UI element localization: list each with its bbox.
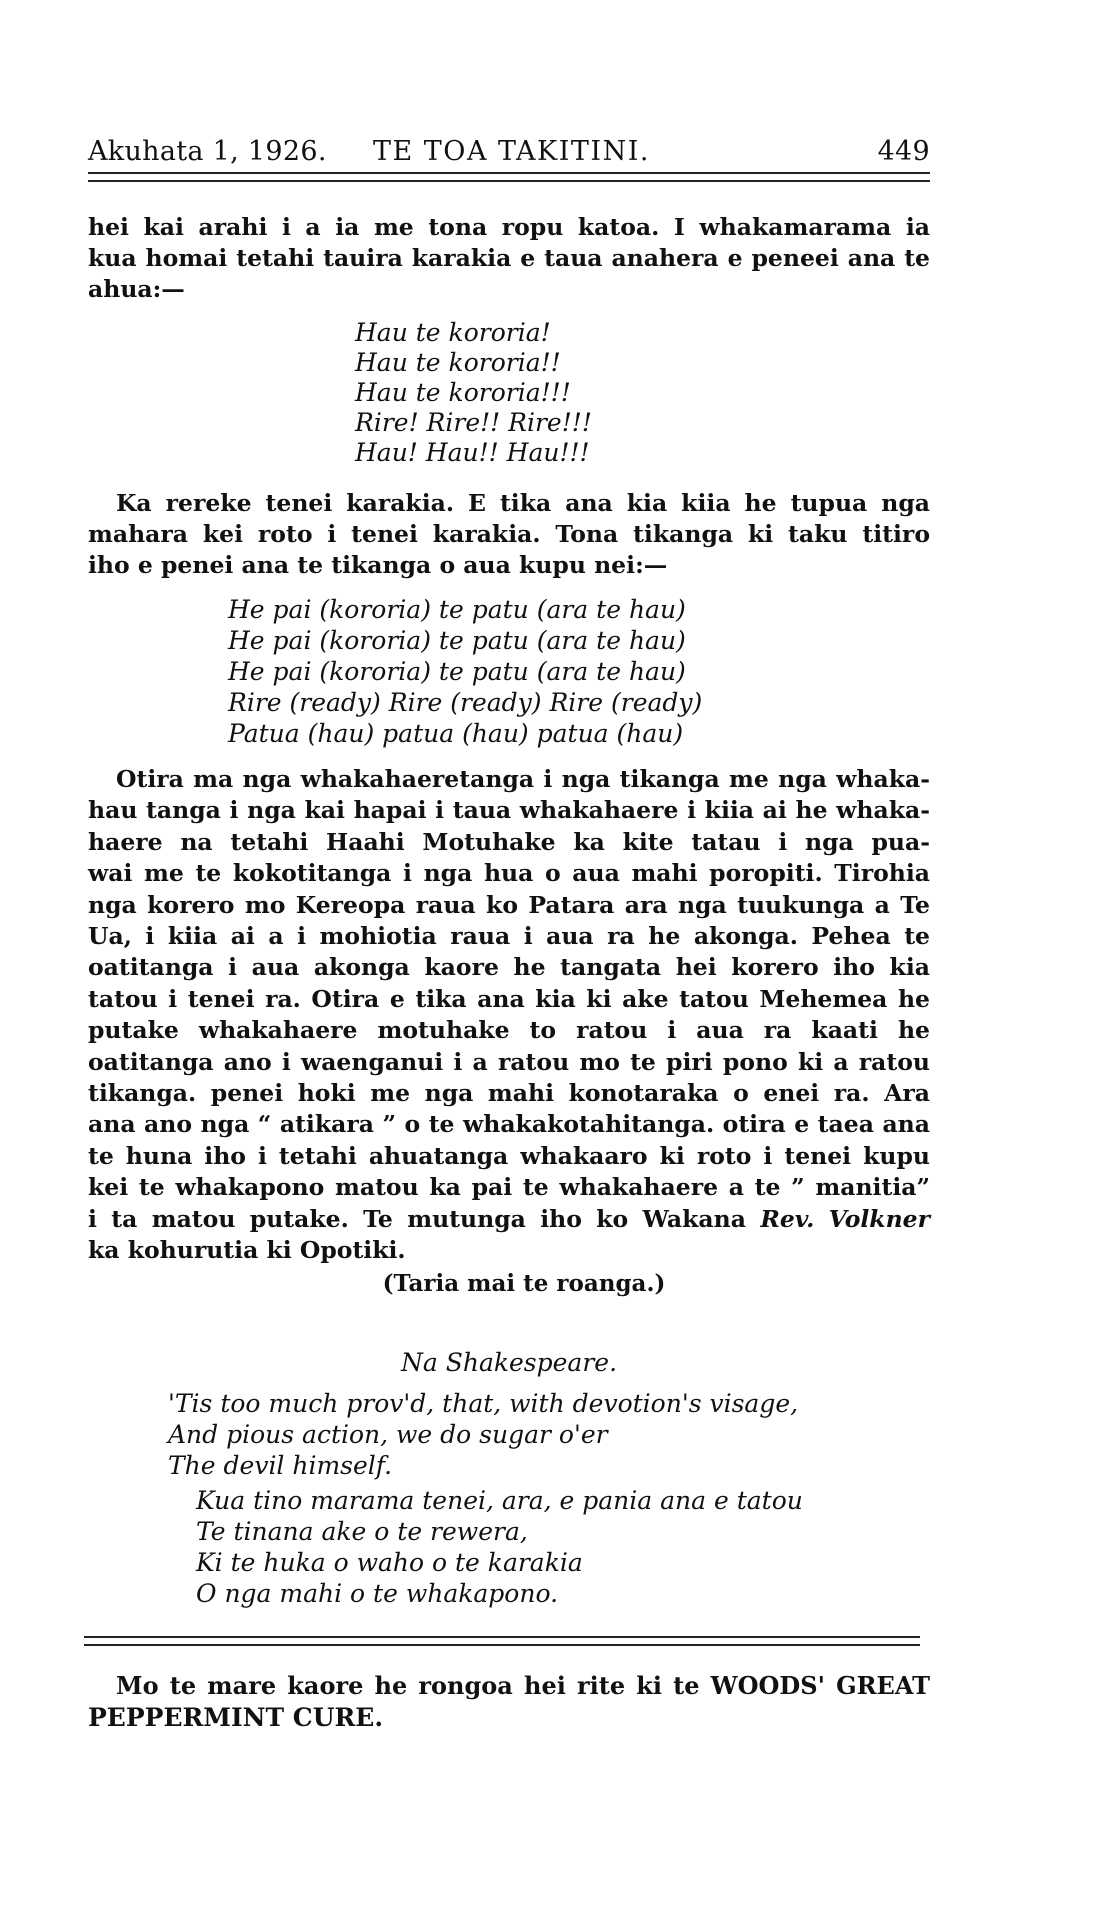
text-line: ana ano nga “ atikara ” o te whakakotahitanga. otira e taea ana: [88, 1110, 930, 1139]
ad-line: PEPPERMINT CURE.: [88, 1703, 384, 1732]
english-quote: [168, 1388, 798, 1481]
verse-line: Hau te kororia!!!: [355, 378, 571, 407]
verse-line: Rire (ready) Rire (ready) Rire (ready): [228, 688, 703, 717]
text-line: tatou i tenei ra. Otira e tika ana kia ki ake tatou Mehemea he: [88, 984, 930, 1013]
text-line: ahua:—: [88, 275, 185, 303]
text-line: haere na tetahi Haahi Motuhake ka kite tatau i nga pua-: [88, 827, 930, 856]
text-line: oatitanga ano i waenganui i a ratou mo te piri pono ki a ratou: [88, 1047, 930, 1076]
verse-line: The devil himself.: [168, 1451, 393, 1480]
text-line: Otira ma nga whakahaeretanga i nga tikanga me nga whaka-: [116, 765, 930, 793]
issue-date: Akuhata 1, 1926.: [88, 136, 327, 167]
paragraph-three: [88, 764, 930, 1267]
section-heading: Na Shakespeare.: [400, 1348, 618, 1377]
page-header: [88, 136, 930, 170]
publication-title: TE TOA TAKITINI.: [373, 136, 650, 167]
section-rule: [84, 1636, 920, 1646]
verse-line: Kua tino marama tenei, ara, e pania ana e tatou: [196, 1486, 803, 1515]
verse-line: Ki te huka o waho o te karakia: [196, 1548, 583, 1577]
ad-line: Mo te mare kaore he rongoa hei rite ki te WOODS' GREAT: [116, 1671, 930, 1700]
verse-line: And pious action, we do sugar o'er: [168, 1420, 608, 1449]
verse-line: He pai (kororia) te patu (ara te hau): [228, 626, 686, 655]
text-line: hei kai arahi i a ia me tona ropu katoa. I whakamarama ia: [88, 213, 930, 241]
text-line: Ua, i kiia ai a i mohiotia raua i aua ra he akonga. Pehea te: [88, 922, 930, 951]
text-line: putake whakahaere motuhake to ratou i aua ra kaati he: [88, 1016, 930, 1045]
text-line: wai me te kokotitanga i nga hua o aua mahi poropiti. Tirohia: [88, 859, 930, 888]
text-line: Ka rereke tenei karakia. E tika ana kia kiia he tupua nga: [116, 489, 930, 517]
text-line: mahara kei roto i tenei karakia. Tona tikanga ki taku titiro: [88, 520, 930, 548]
advertisement: [88, 1670, 930, 1734]
verse-line: Hau te kororia!: [355, 318, 551, 347]
verse-line: Hau! Hau!! Hau!!!: [355, 438, 590, 467]
page-number: 449: [877, 136, 930, 167]
intro-paragraph: [88, 212, 930, 305]
text-line: hau tanga i nga kai hapai i taua whakahaere i kiia ai he whaka-: [88, 796, 930, 825]
verse-line: Hau te kororia!!: [355, 348, 561, 377]
verse-line: Patua (hau) patua (hau) patua (hau): [228, 719, 684, 748]
verse-line: He pai (kororia) te patu (ara te hau): [228, 657, 686, 686]
text-fragment: i ta matou putake. Te mutunga iho ko Wakana: [88, 1204, 746, 1233]
header-rule: [88, 172, 930, 182]
chant-two: [228, 594, 702, 749]
continued-note: (Taria mai te roanga.): [382, 1270, 666, 1297]
text-line: kua homai tetahi tauira karakia e taua anahera e peneei ana te: [88, 244, 930, 272]
text-line: kei te whakapono matou ka pai te whakahaere a te ” manitia”: [88, 1173, 930, 1202]
text-line: iho e penei ana te tikanga o aua kupu nei:—: [88, 551, 668, 579]
italic-name: Rev. Volkner: [760, 1204, 930, 1233]
text-line: tikanga. penei hoki me nga mahi konotaraka o enei ra. Ara: [88, 1079, 930, 1108]
verse-line: He pai (kororia) te patu (ara te hau): [228, 595, 686, 624]
maori-translation: [196, 1485, 803, 1609]
verse-line: Te tinana ake o te rewera,: [196, 1517, 528, 1546]
text-line: nga korero mo Kereopa raua ko Patara ara nga tuukunga a Te: [88, 890, 930, 919]
verse-line: 'Tis too much prov'd, that, with devotion's visage,: [168, 1389, 799, 1418]
verse-line: Rire! Rire!! Rire!!!: [355, 408, 592, 437]
text-line-with-name: [88, 1204, 930, 1235]
text-line: ka kohurutia ki Opotiki.: [88, 1236, 406, 1265]
verse-line: O nga mahi o te whakapono.: [196, 1579, 559, 1608]
text-line: oatitanga i aua akonga kaore he tangata hei korero iho kia: [88, 953, 930, 982]
chant-one: [355, 318, 592, 468]
text-line: te huna iho i tetahi ahuatanga whakaaro ki roto i tenei kupu: [88, 1141, 930, 1170]
paragraph-two: [88, 488, 930, 581]
